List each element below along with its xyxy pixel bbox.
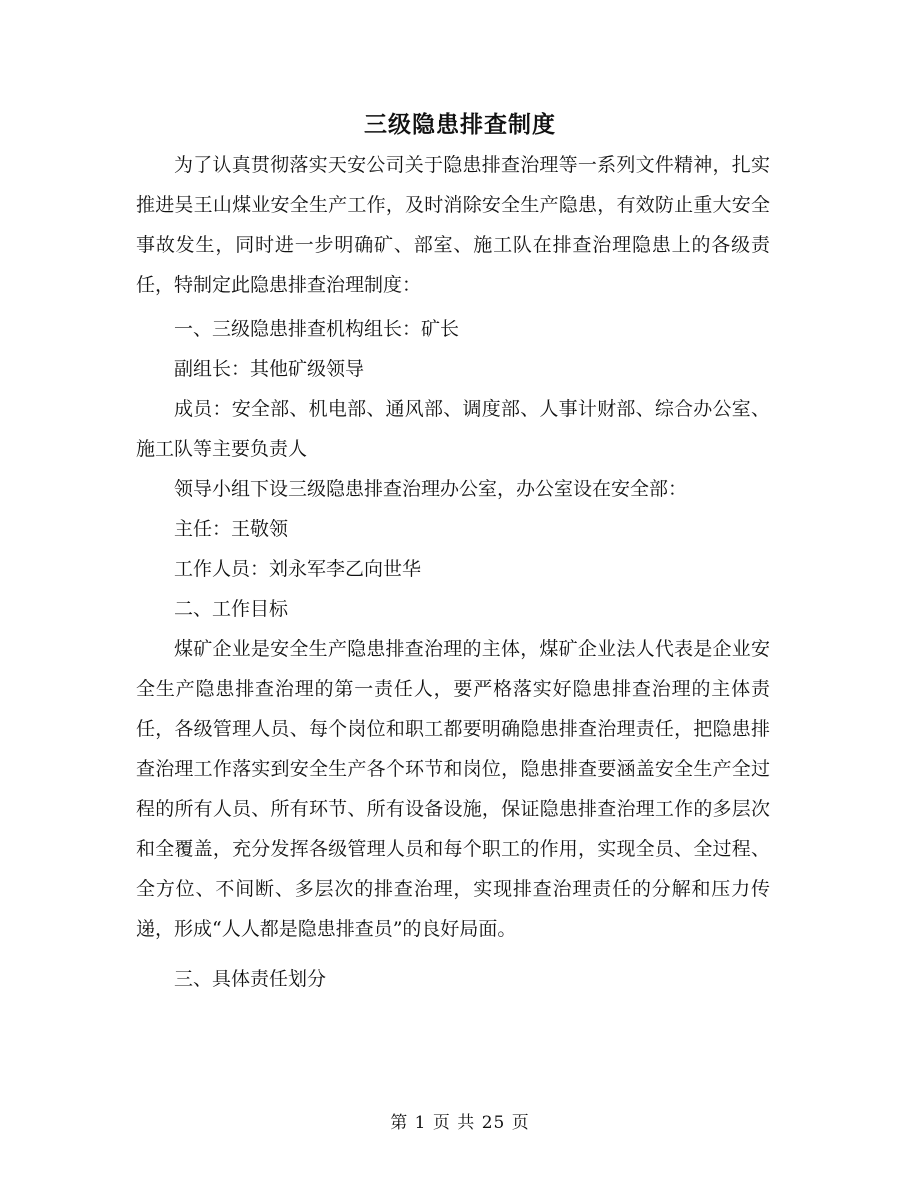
page-footer: 第 1 页 共 25 页 [390, 1113, 530, 1133]
staff-line: 工作人员：刘永军李乙向世华 [174, 558, 422, 580]
section-two-heading: 二、工作目标 [174, 598, 289, 620]
work-goal-paragraph: 煤矿企业是安全生产隐患排查治理的主体，煤矿企业法人代表是企业安全生产隐患排查治理的第一责任人，要严格落实好隐患排查治理的主体责任，各级管理人员、每个岗位和职工都要明确隐患排查治理责任，把隐患排查治理工作落实到安全生产各个环节和岗位，隐患排查要涵盖安全生产全过程的所有人员、所有环节、所有设备设施，保证隐患排查治理工作的多层次和全覆盖，充分发挥各级管理人员和每个职工的作用，实现全员、全过程、全方位、不间断、多层次的排查治理，实现排查治理责任的分解和压力传递，形成“人人都是隐患排查员”的良好局面。 [136, 638, 770, 940]
intro-paragraph: 为了认真贯彻落实天安公司关于隐患排查治理等一系列文件精神，扎实推进吴王山煤业安全生产工作，及时消除安全生产隐患，有效防止重大安全事故发生，同时进一步明确矿、部室、施工队在排查治理隐患上的各级责任，特制定此隐患排查治理制度： [136, 154, 770, 296]
office-setup-line: 领导小组下设三级隐患排查治理办公室，办公室设在安全部： [174, 478, 688, 500]
document-body [136, 145, 770, 999]
members-line: 成员：安全部、机电部、通风部、调度部、人事计财部、综合办公室、施工队等主要负责人 [136, 398, 770, 460]
deputy-leader-line: 副组长：其他矿级领导 [174, 358, 365, 380]
director-line: 主任：王敬领 [174, 518, 289, 540]
section-three-heading: 三、具体责任划分 [174, 968, 327, 990]
section-one-heading: 一、三级隐患排查机构组长：矿长 [174, 318, 460, 340]
document-title: 三级隐患排查制度 [364, 111, 556, 138]
